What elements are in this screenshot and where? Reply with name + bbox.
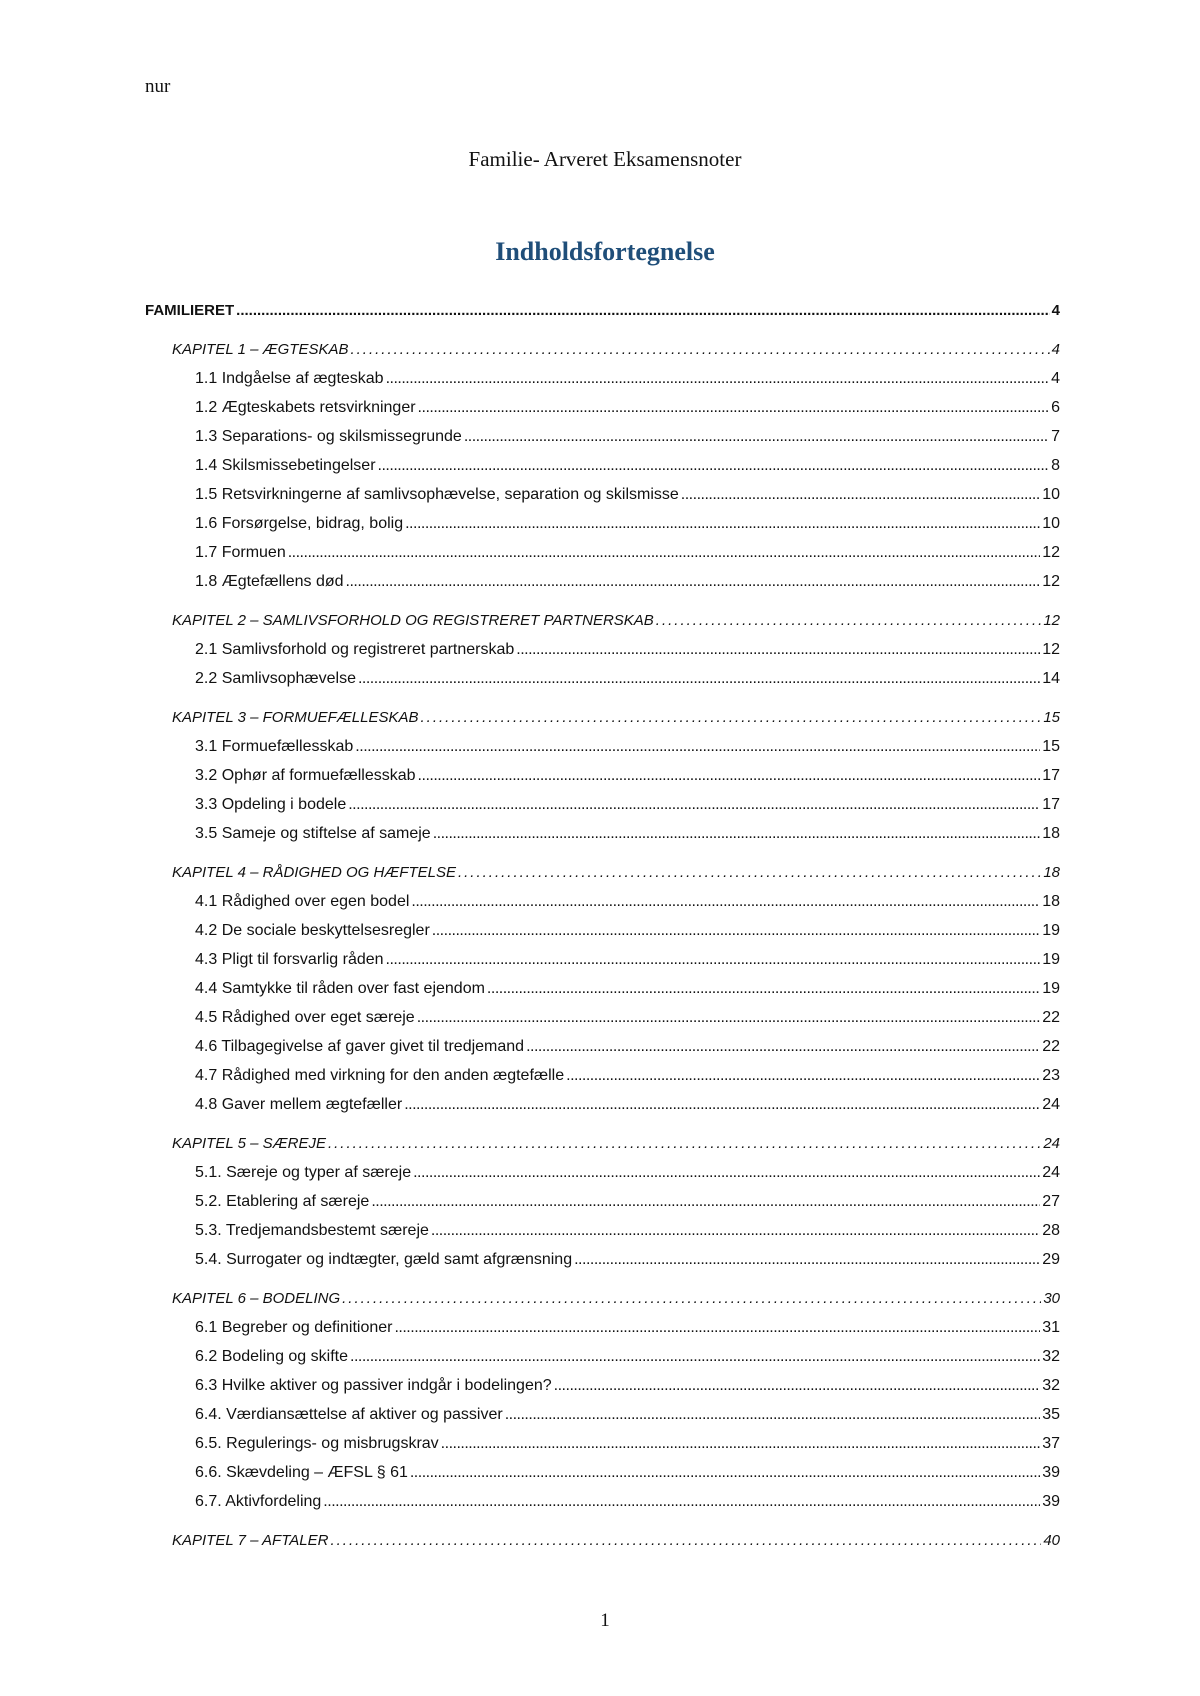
toc-entry-label: 3.3 Opdeling i bodele [195,796,347,813]
toc-entry-label: 3.5 Sameje og stiftelse af sameje [195,825,431,842]
toc-entry-page-number: 39 [1042,1493,1060,1510]
toc-entry-label: 4.2 De sociale beskyttelsesregler [195,922,430,939]
toc-entry-page-number: 27 [1042,1193,1060,1210]
toc-entry-label: KAPITEL 1 – ÆGTESKAB [172,341,349,358]
toc-entry-page-number: 10 [1042,486,1060,503]
toc-entry-page-number: 32 [1042,1348,1060,1365]
toc-entry-page-number: 39 [1042,1464,1060,1481]
dot-leader [394,1313,1040,1342]
dot-leader [404,1090,1040,1119]
dot-leader [328,1129,1041,1158]
toc-entry-page-number: 29 [1042,1251,1060,1268]
toc-entry-section[interactable] [145,567,1060,596]
toc-entry-label: KAPITEL 3 – FORMUEFÆLLESKAB [172,709,419,726]
toc-entry-section[interactable] [145,761,1060,790]
toc-entry-page-number: 8 [1051,457,1060,474]
toc-entry-label: FAMILIERET [145,302,235,319]
toc-entry-section[interactable] [145,916,1060,945]
toc-entry-chapter[interactable] [145,1129,1060,1158]
dot-leader [358,664,1040,693]
toc-entry-section[interactable] [145,974,1060,1003]
toc-entry-section[interactable] [145,1313,1060,1342]
dot-leader [378,451,1050,480]
dot-leader [288,538,1040,567]
dot-leader [413,1158,1040,1187]
toc-entry-page-number: 15 [1043,709,1060,726]
toc-entry-label: 3.1 Formuefællesskab [195,738,354,755]
toc-entry-section[interactable] [145,480,1060,509]
toc-entry-page-number: 35 [1042,1406,1060,1423]
toc-entry-label: 3.2 Ophør af formuefællesskab [195,767,416,784]
document-title: Familie- Arveret Eksamensnoter [468,147,742,171]
toc-entry-page-number: 10 [1042,515,1060,532]
toc-entry-section[interactable] [145,1216,1060,1245]
toc-entry-label: 6.4. Værdiansættelse af aktiver og passiver [195,1406,503,1423]
toc-entry-label: 1.7 Formuen [195,544,286,561]
dot-leader [464,422,1049,451]
toc-entry-section[interactable] [145,1032,1060,1061]
toc-entry-page-number: 19 [1042,980,1060,997]
toc-entry-label: 4.1 Rådighed over egen bodel [195,893,410,910]
dot-leader [681,480,1040,509]
toc-entry-section[interactable] [145,1158,1060,1187]
dot-leader [417,1003,1041,1032]
toc-entry-page-number: 18 [1043,864,1060,881]
toc-entry-label: 6.2 Bodeling og skifte [195,1348,348,1365]
toc-entry-chapter[interactable] [145,335,1060,364]
toc-entry-label: 6.3 Hvilke aktiver og passiver indgår i bodelingen? [195,1377,552,1394]
dot-leader [432,916,1040,945]
dot-leader [554,1371,1041,1400]
toc-entry-page-number: 4 [1051,302,1060,319]
toc-entry-page-number: 40 [1043,1532,1060,1549]
toc-entry-page-number: 7 [1051,428,1060,445]
toc-entry-section[interactable] [145,732,1060,761]
toc-entry-label: 4.7 Rådighed med virkning for den anden ægtefælle [195,1067,565,1084]
toc-entry-page-number: 12 [1042,641,1060,658]
toc-entry-page-number: 22 [1042,1038,1060,1055]
toc-entry-section[interactable] [145,887,1060,916]
dot-leader [574,1245,1040,1274]
dot-leader [386,364,1050,393]
toc-entry-chapter[interactable] [145,703,1060,732]
toc-entry-section[interactable] [145,451,1060,480]
page-header: nur [145,76,171,97]
toc-entry-page-number: 14 [1042,670,1060,687]
toc-entry-section[interactable] [145,1458,1060,1487]
toc-entry-label: 6.7. Aktivfordeling [195,1493,322,1510]
toc-entry-section[interactable] [145,1187,1060,1216]
dot-leader [526,1032,1040,1061]
toc-entry-page-number: 31 [1042,1319,1060,1336]
toc-entry-label: 2.1 Samlivsforhold og registreret partnerskab [195,641,515,658]
toc-entry-chapter[interactable] [145,1526,1060,1555]
toc-entry-label: 6.5. Regulerings- og misbrugskrav [195,1435,439,1452]
toc-entry-page-number: 4 [1051,370,1060,387]
toc-entry-section[interactable] [145,393,1060,422]
toc-entry-page-number: 22 [1042,1009,1060,1026]
toc-entry-label: KAPITEL 4 – RÅDIGHED OG HÆFTELSE [172,864,456,881]
dot-leader [350,335,1049,364]
toc-entry-label: 1.4 Skilsmissebetingelser [195,457,376,474]
toc-entry-label: 6.6. Skævdeling – ÆFSL § 61 [195,1464,408,1481]
toc-entry-label: 4.3 Pligt til forsvarlig råden [195,951,384,968]
toc-entry-label: 2.2 Samlivsophævelse [195,670,356,687]
toc-entry-section[interactable] [145,538,1060,567]
toc-entry-page-number: 19 [1042,922,1060,939]
toc-entry-label: 1.3 Separations- og skilsmissegrunde [195,428,462,445]
dot-leader [371,1187,1040,1216]
dot-leader [441,1429,1041,1458]
dot-leader [342,1284,1041,1313]
dot-leader [350,1342,1040,1371]
toc-entry-label: 4.8 Gaver mellem ægtefæller [195,1096,403,1113]
dot-leader [386,945,1041,974]
dot-leader [236,296,1049,325]
dot-leader [330,1526,1041,1555]
toc-entry-page-number: 18 [1042,825,1060,842]
dot-leader [656,606,1042,635]
toc-entry-part[interactable] [145,296,1060,325]
toc-entry-label: 4.6 Tilbagegivelse af gaver givet til tredjemand [195,1038,525,1055]
dot-leader [487,974,1040,1003]
toc-entry-section[interactable] [145,664,1060,693]
toc-entry-section[interactable] [145,945,1060,974]
toc-entry-section[interactable] [145,1429,1060,1458]
toc-entry-page-number: 32 [1042,1377,1060,1394]
toc-entry-page-number: 24 [1042,1096,1060,1113]
toc-entry-section[interactable] [145,422,1060,451]
toc-entry-label: 5.3. Tredjemandsbestemt særeje [195,1222,429,1239]
toc-heading: Indholdsfortegnelse [495,237,715,266]
toc-entry-page-number: 30 [1043,1290,1060,1307]
toc-entry-label: 1.5 Retsvirkningerne af samlivsophævelse, separation og skilsmisse [195,486,679,503]
toc-entry-label: 1.2 Ægteskabets retsvirkninger [195,399,416,416]
toc-entry-section[interactable] [145,1245,1060,1274]
toc-entry-page-number: 18 [1042,893,1060,910]
toc-entry-section[interactable] [145,1061,1060,1090]
toc-entry-label: 6.1 Begreber og definitioner [195,1319,393,1336]
dot-leader [433,819,1041,848]
toc-entry-section[interactable] [145,1400,1060,1429]
toc-entry-page-number: 17 [1042,796,1060,813]
toc-entry-page-number: 6 [1051,399,1060,416]
table-of-contents [145,296,1060,1555]
toc-entry-page-number: 15 [1042,738,1060,755]
toc-entry-label: 4.4 Samtykke til råden over fast ejendom [195,980,485,997]
toc-entry-label: KAPITEL 2 – SAMLIVSFORHOLD OG REGISTRERET PARTNERSKAB [172,612,654,629]
toc-entry-page-number: 12 [1042,573,1060,590]
toc-entry-label: 5.4. Surrogater og indtægter, gæld samt afgrænsning [195,1251,573,1268]
dot-leader [410,1458,1040,1487]
toc-entry-page-number: 17 [1042,767,1060,784]
toc-entry-chapter[interactable] [145,606,1060,635]
toc-entry-section[interactable] [145,1487,1060,1516]
toc-entry-page-number: 12 [1043,612,1060,629]
toc-entry-label: KAPITEL 5 – SÆREJE [172,1135,326,1152]
toc-entry-section[interactable] [145,364,1060,393]
dot-leader [516,635,1040,664]
toc-entry-section[interactable] [145,1003,1060,1032]
dot-leader [458,858,1041,887]
dot-leader [348,790,1040,819]
toc-entry-section[interactable] [145,1090,1060,1119]
toc-entry-page-number: 23 [1042,1067,1060,1084]
dot-leader [418,761,1041,790]
toc-entry-section[interactable] [145,790,1060,819]
toc-entry-page-number: 12 [1042,544,1060,561]
toc-entry-label: 1.1 Indgåelse af ægteskab [195,370,384,387]
dot-leader [431,1216,1040,1245]
dot-leader [505,1400,1041,1429]
toc-entry-section[interactable] [145,819,1060,848]
toc-entry-label: 4.5 Rådighed over eget særeje [195,1009,415,1026]
toc-entry-page-number: 24 [1042,1164,1060,1181]
toc-entry-section[interactable] [145,1371,1060,1400]
dot-leader [405,509,1040,538]
toc-entry-chapter[interactable] [145,858,1060,887]
toc-entry-page-number: 4 [1051,341,1060,358]
toc-entry-label: 5.1. Særeje og typer af særeje [195,1164,412,1181]
toc-entry-section[interactable] [145,635,1060,664]
toc-entry-page-number: 24 [1043,1135,1060,1152]
toc-entry-label: KAPITEL 7 – AFTALER [172,1532,329,1549]
toc-entry-page-number: 37 [1042,1435,1060,1452]
page-number: 1 [600,1610,610,1631]
dot-leader [418,393,1050,422]
dot-leader [411,887,1040,916]
dot-leader [355,732,1040,761]
toc-entry-label: 5.2. Etablering af særeje [195,1193,370,1210]
toc-entry-section[interactable] [145,509,1060,538]
toc-entry-label: 1.6 Forsørgelse, bidrag, bolig [195,515,404,532]
toc-entry-page-number: 19 [1042,951,1060,968]
toc-entry-label: KAPITEL 6 – BODELING [172,1290,341,1307]
toc-entry-chapter[interactable] [145,1284,1060,1313]
toc-entry-section[interactable] [145,1342,1060,1371]
dot-leader [346,567,1041,596]
toc-entry-label: 1.8 Ægtefællens død [195,573,344,590]
dot-leader [323,1487,1040,1516]
dot-leader [566,1061,1040,1090]
dot-leader [420,703,1041,732]
toc-entry-page-number: 28 [1042,1222,1060,1239]
